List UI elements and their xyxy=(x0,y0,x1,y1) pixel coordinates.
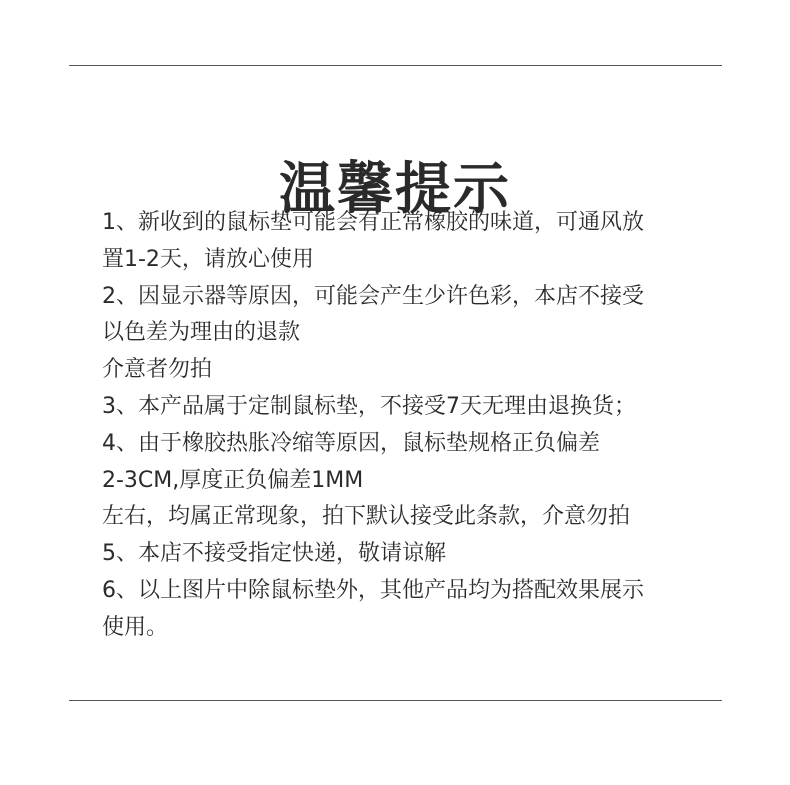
notice-line: 5、本店不接受指定快递，敬请谅解 xyxy=(102,541,446,567)
notice-line: 左右，均属正常现象，拍下默认接受此条款，介意勿拍 xyxy=(102,504,631,530)
notice-line: 以色差为理由的退款 xyxy=(102,320,301,346)
notice-line: 置1-2天，请放心使用 xyxy=(102,246,314,272)
page-title: 温馨提示 xyxy=(279,156,511,222)
notice-line: 3、本产品属于定制鼠标垫，不接受7天无理由退换货； xyxy=(102,393,636,419)
notice-line: 2、因显示器等原因，可能会产生少许色彩，本店不接受 xyxy=(102,283,644,309)
notice-line: 介意者勿拍 xyxy=(102,357,213,383)
notice-line: 使用。 xyxy=(102,614,169,640)
notice-line: 6、以上图片中除鼠标垫外，其他产品均为搭配效果展示 xyxy=(102,577,644,603)
bottom-divider xyxy=(69,700,722,701)
notice-body xyxy=(102,205,722,647)
notice-line: 1、新收到的鼠标垫可能会有正常橡胶的味道，可通风放 xyxy=(102,210,644,235)
top-divider xyxy=(69,65,722,66)
notice-line: 2-3CM,厚度正负偏差1MM xyxy=(102,467,364,493)
notice-line: 4、由于橡胶热胀冷缩等原因，鼠标垫规格正负偏差 xyxy=(102,430,600,456)
